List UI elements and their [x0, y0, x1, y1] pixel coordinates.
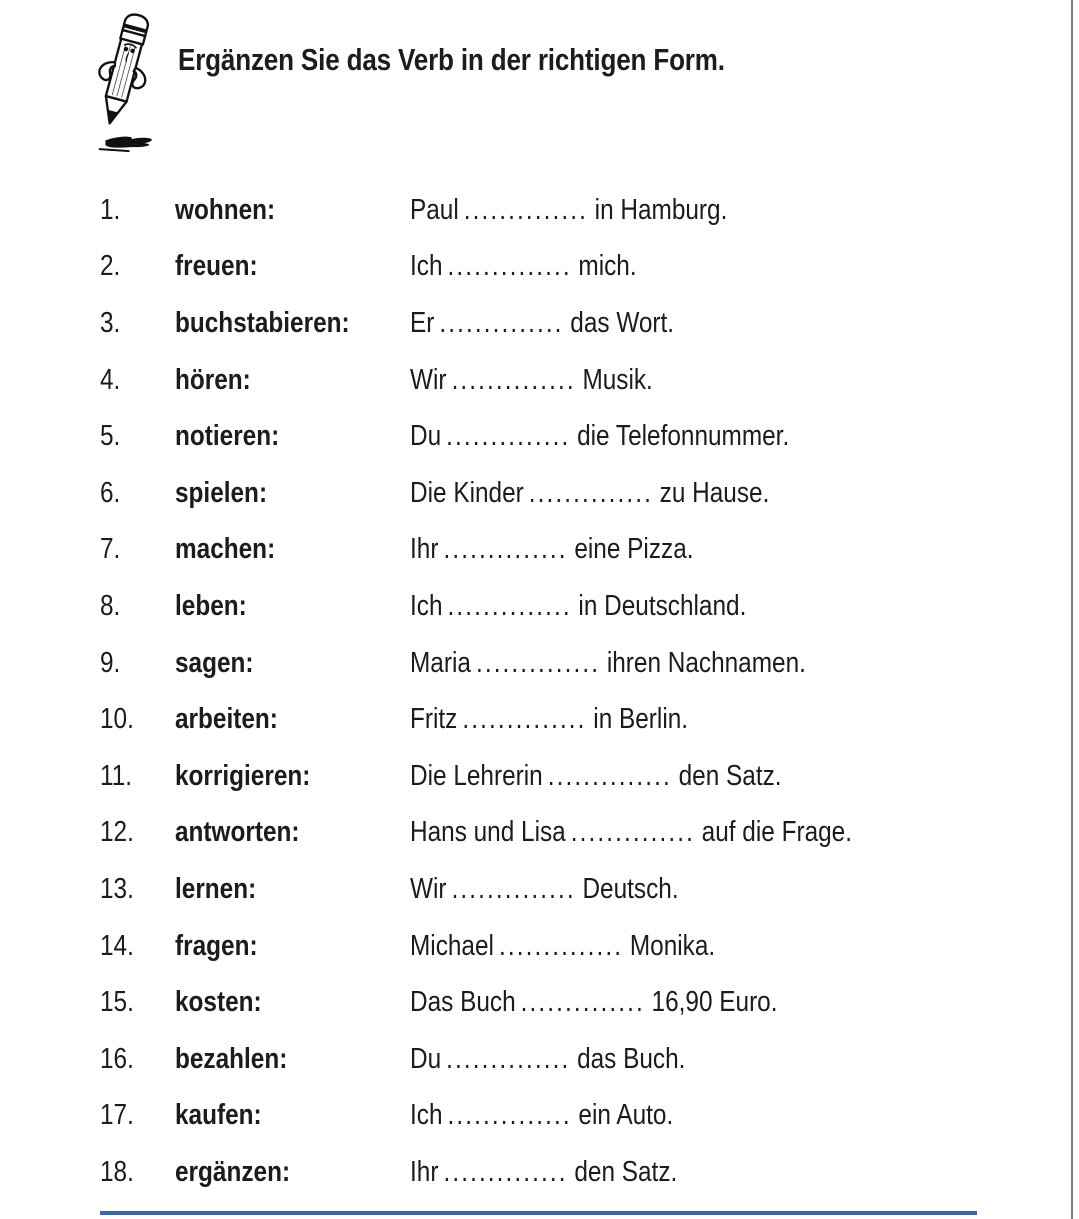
item-number: 8.: [100, 589, 121, 622]
item-verb: freuen:: [175, 250, 258, 283]
sentence-after: ihren Nachnamen.: [606, 646, 806, 679]
exercise-row: [100, 1031, 1050, 1088]
item-sentence: [410, 477, 769, 510]
exercise-row: [100, 522, 1050, 579]
exercise-row: [100, 408, 1050, 465]
sentence-after: den Satz.: [678, 759, 782, 792]
blank-dots: ..............: [447, 250, 572, 283]
sentence-after: 16,90 Euro.: [651, 986, 778, 1019]
item-verb: buchstabieren:: [175, 306, 350, 339]
item-verb: fragen:: [175, 929, 258, 962]
sentence-before: Paul: [410, 193, 459, 226]
sentence-before: Die Lehrerin: [410, 759, 543, 792]
sentence-before: Wir: [410, 872, 447, 905]
sentence-after: in Berlin.: [593, 703, 689, 736]
blank-dots: ..............: [446, 1042, 571, 1075]
blank-dots: ..............: [447, 1099, 572, 1132]
sentence-after: Musik.: [582, 363, 653, 396]
sentence-before: Er: [410, 306, 435, 339]
exercise-row: [100, 295, 1050, 352]
exercise-row: [100, 918, 1050, 975]
blank-dots: ..............: [520, 986, 645, 1019]
exercise-row: [100, 578, 1050, 635]
blank-dots: ..............: [451, 363, 576, 396]
blank-dots: ..............: [447, 589, 572, 622]
item-verb: machen:: [175, 533, 276, 566]
sentence-after: den Satz.: [574, 1155, 678, 1188]
item-sentence: [410, 760, 782, 793]
exercise-row: [100, 1088, 1050, 1145]
exercise-row: [100, 182, 1050, 239]
item-number: 12.: [100, 816, 134, 849]
item-number: 10.: [100, 703, 134, 736]
item-sentence: [410, 250, 637, 283]
exercise-row: [100, 748, 1050, 805]
item-verb: korrigieren:: [175, 759, 311, 792]
item-sentence: [410, 194, 727, 227]
item-sentence: [410, 873, 679, 906]
item-number: 3.: [100, 306, 121, 339]
item-number: 15.: [100, 986, 134, 1019]
exercise-row: [100, 861, 1050, 918]
exercise-row: [100, 352, 1050, 409]
item-sentence: [410, 364, 653, 397]
item-number: 18.: [100, 1155, 134, 1188]
sentence-after: Monika.: [629, 929, 716, 962]
page-title: Ergänzen Sie das Verb in der richtigen Form.: [178, 42, 725, 77]
item-number: 7.: [100, 533, 121, 566]
sentence-after: mich.: [578, 250, 637, 283]
item-number: 5.: [100, 420, 121, 453]
item-sentence: [410, 420, 789, 453]
sentence-before: Die Kinder: [410, 476, 524, 509]
sentence-before: Ich: [410, 589, 443, 622]
item-sentence: [410, 533, 694, 566]
exercise-row: [100, 1144, 1050, 1201]
blank-dots: ..............: [570, 816, 695, 849]
item-sentence: [410, 1043, 685, 1076]
sentence-after: Deutsch.: [582, 872, 679, 905]
item-number: 14.: [100, 929, 134, 962]
sentence-after: ein Auto.: [578, 1099, 674, 1132]
exercise-row: [100, 691, 1050, 748]
item-sentence: [410, 703, 688, 736]
exercise-row: [100, 635, 1050, 692]
sentence-before: Ihr: [410, 1155, 439, 1188]
item-verb: bezahlen:: [175, 1042, 288, 1075]
sentence-before: Ihr: [410, 533, 439, 566]
blank-dots: ..............: [547, 759, 672, 792]
blank-dots: ..............: [498, 929, 624, 962]
item-number: 17.: [100, 1099, 134, 1132]
sentence-before: Maria: [410, 646, 471, 679]
sentence-before: Du: [410, 420, 442, 453]
sentence-before: Fritz: [410, 703, 458, 736]
item-verb: kosten:: [175, 986, 262, 1019]
bottom-divider-rule: [100, 1211, 977, 1215]
item-number: 11.: [100, 759, 133, 792]
sentence-after: zu Hause.: [659, 476, 770, 509]
sentence-before: Ich: [410, 250, 443, 283]
sentence-after: das Wort.: [570, 306, 675, 339]
item-number: 2.: [100, 250, 121, 283]
item-verb: notieren:: [175, 420, 280, 453]
sentence-before: Wir: [410, 363, 447, 396]
item-sentence: [410, 1156, 677, 1189]
item-verb: wohnen:: [175, 193, 276, 226]
item-sentence: [410, 647, 806, 680]
item-verb: spielen:: [175, 476, 268, 509]
item-sentence: [410, 816, 852, 849]
sentence-before: Du: [410, 1042, 442, 1075]
item-number: 16.: [100, 1042, 134, 1075]
exercise-row: [100, 974, 1050, 1031]
blank-dots: ..............: [462, 703, 587, 736]
blank-dots: ..............: [451, 872, 576, 905]
sentence-after: das Buch.: [577, 1042, 686, 1075]
item-sentence: [410, 307, 674, 340]
blank-dots: ..............: [443, 533, 568, 566]
item-sentence: [410, 1099, 673, 1132]
exercise-row: [100, 465, 1050, 522]
sentence-before: Ich: [410, 1099, 443, 1132]
sentence-after: auf die Frage.: [701, 816, 852, 849]
item-number: 9.: [100, 646, 121, 679]
item-number: 13.: [100, 872, 134, 905]
item-sentence: [410, 986, 778, 1019]
exercise-row: [100, 239, 1050, 296]
exercise-row: [100, 805, 1050, 862]
blank-dots: ..............: [475, 646, 601, 679]
blank-dots: ..............: [446, 420, 571, 453]
sentence-before: Hans und Lisa: [410, 816, 566, 849]
sentence-after: die Telefonnummer.: [577, 420, 790, 453]
sentence-before: Michael: [410, 929, 494, 962]
item-sentence: [410, 590, 746, 623]
item-verb: sagen:: [175, 646, 254, 679]
page-right-border: [1071, 0, 1073, 1219]
blank-dots: ..............: [528, 476, 653, 509]
blank-dots: ..............: [463, 193, 588, 226]
pencil-character-icon: [70, 8, 172, 154]
blank-dots: ..............: [443, 1155, 568, 1188]
item-sentence: [410, 930, 715, 963]
item-number: 1.: [100, 193, 121, 226]
sentence-after: eine Pizza.: [574, 533, 694, 566]
item-verb: antworten:: [175, 816, 300, 849]
exercise-list: [100, 182, 1050, 1201]
item-verb: kaufen:: [175, 1099, 262, 1132]
item-verb: leben:: [175, 589, 247, 622]
sentence-before: Das Buch: [410, 986, 516, 1019]
item-number: 4.: [100, 363, 121, 396]
item-verb: ergänzen:: [175, 1155, 291, 1188]
blank-dots: ..............: [439, 306, 564, 339]
sentence-after: in Hamburg.: [594, 193, 728, 226]
item-number: 6.: [100, 476, 121, 509]
item-verb: arbeiten:: [175, 703, 278, 736]
item-verb: hören:: [175, 363, 251, 396]
sentence-after: in Deutschland.: [578, 589, 747, 622]
item-verb: lernen:: [175, 872, 257, 905]
